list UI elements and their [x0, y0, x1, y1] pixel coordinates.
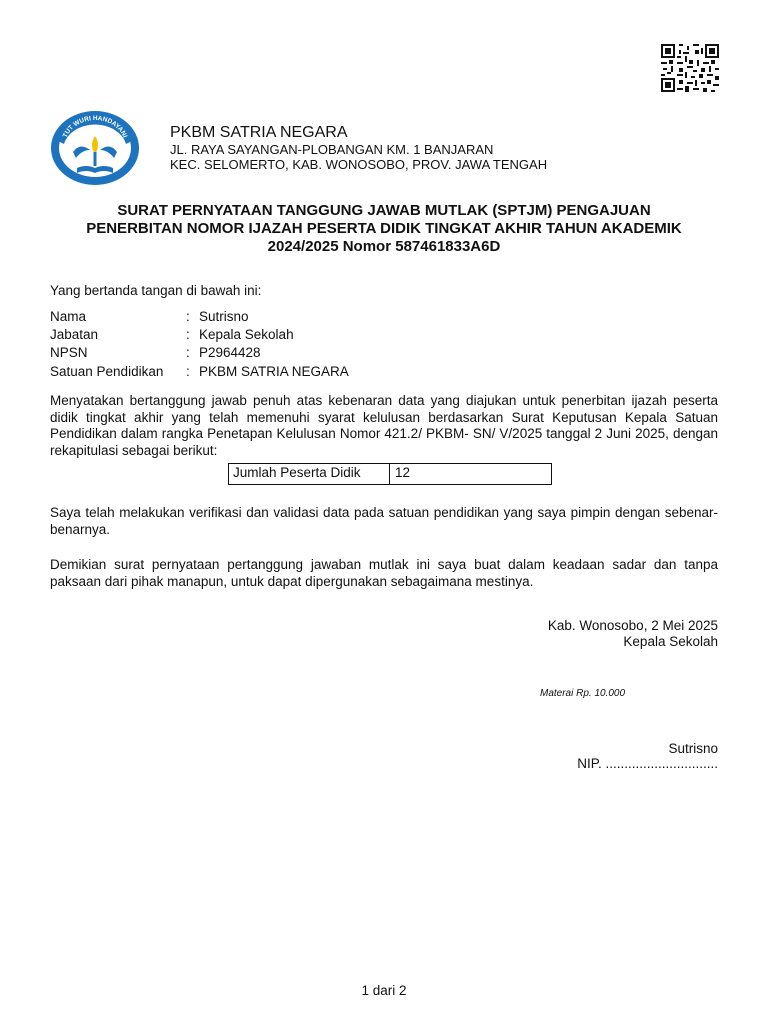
verification-paragraph: Saya telah melakukan verifikasi dan validasi data pada satuan pendidikan yang saya pimpin dengan sebenar-benarnya.: [50, 505, 718, 537]
materai-stamp-label: Materai Rp. 10.000: [540, 688, 626, 699]
title-line3: 2024/2025 Nomor 587461833A6D: [267, 238, 501, 255]
field-value: PKBM SATRIA NEGARA: [199, 364, 349, 379]
signer-name: Sutrisno: [668, 741, 718, 756]
field-label: Nama: [50, 309, 87, 324]
qr-code: [661, 44, 719, 92]
recap-divider: [389, 464, 390, 484]
org-address-line2: KEC. SELOMERTO, KAB. WONOSOBO, PROV. JAWA TENGAH: [170, 157, 548, 172]
recap-label: Jumlah Peserta Didik: [233, 465, 361, 480]
place-date: Kab. Wonosobo, 2 Mei 2025: [547, 618, 718, 633]
intro-text: Yang bertanda tangan di bawah ini:: [50, 283, 262, 298]
closing-paragraph: Demikian surat pernyataan pertanggung jawaban mutlak ini saya buat dalam keadaan sadar dan tanpa paksaan dari pihak manapun, untuk dapat dipergunakan sebagaimana mestinya.: [50, 557, 718, 589]
field-label: NPSN: [50, 345, 88, 360]
org-name: PKBM SATRIA NEGARA: [170, 124, 348, 141]
field-colon: :: [186, 345, 190, 360]
logo-motto: TUT WURI HANDAYANI: [61, 114, 129, 139]
title-line1: SURAT PERNYATAAN TANGGUNG JAWAB MUTLAK (SPTJM) PENGAJUAN: [117, 202, 651, 219]
org-address-line1: JL. RAYA SAYANGAN-PLOBANGAN KM. 1 BANJARAN: [170, 142, 494, 157]
title-line2: PENERBITAN NOMOR IJAZAH PESERTA DIDIK TINGKAT AKHIR TAHUN AKADEMIK: [86, 220, 682, 237]
field-label: Satuan Pendidikan: [50, 364, 164, 379]
page-indicator: 1 dari 2: [361, 983, 407, 998]
signer-position: Kepala Sekolah: [623, 634, 718, 649]
tut-wuri-handayani-logo: [50, 110, 140, 186]
document-title: [50, 202, 718, 256]
statement-paragraph: Menyatakan bertanggung jawab penuh atas kebenaran data yang diajukan untuk penerbitan ijazah peserta didik tingkat akhir yang telah memenuhi syarat kelulusan berdasarkan Surat Keputusan Kepala Satuan Pendidikan dalam rangka Penetapan Kelulusan Nomor 421.2/ PKBM- SN/ V/2025 tanggal 2 Juni 2025, dengan rekapitulasi sebagai berikut:: [50, 393, 718, 458]
field-value: P2964428: [199, 345, 261, 360]
field-value: Sutrisno: [199, 309, 249, 324]
recap-table: [228, 463, 552, 485]
field-colon: :: [186, 327, 190, 342]
field-value: Kepala Sekolah: [199, 327, 294, 342]
signer-nip: NIP. ..............................: [577, 756, 718, 771]
field-colon: :: [186, 364, 190, 379]
recap-value: 12: [395, 465, 411, 480]
field-colon: :: [186, 309, 190, 324]
field-label: Jabatan: [50, 327, 99, 342]
